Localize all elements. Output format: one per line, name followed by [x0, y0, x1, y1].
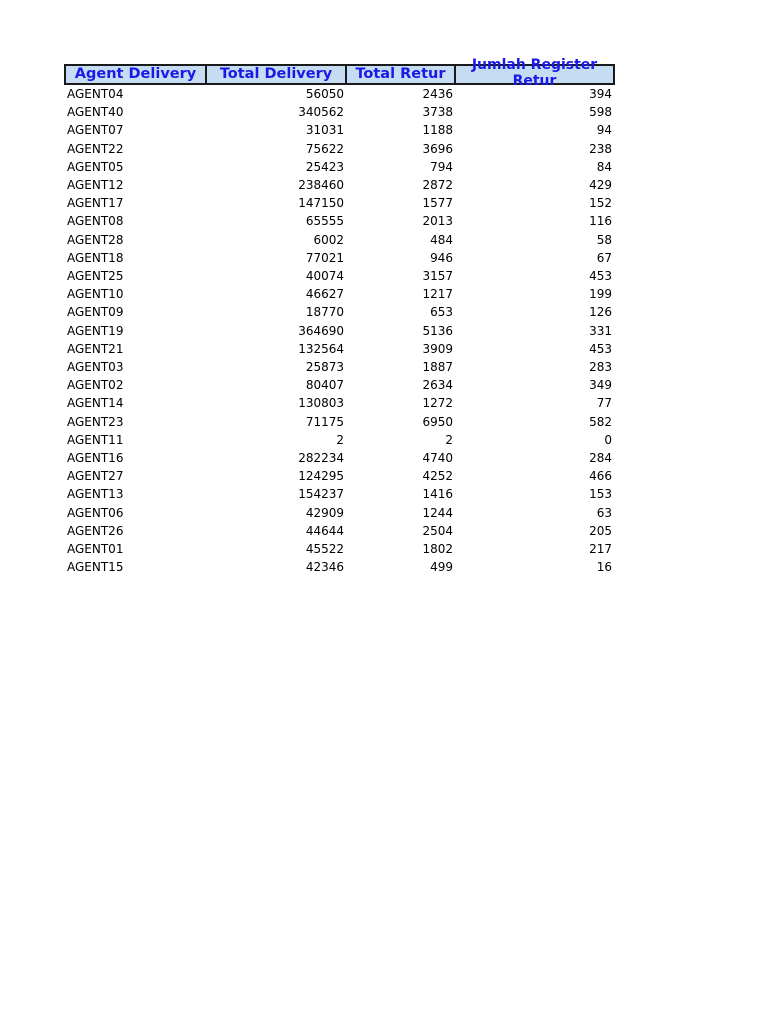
- jumlah-register-retur-cell: 598: [589, 105, 612, 120]
- total-delivery-cell: 56050: [305, 87, 344, 101]
- agent-name-cell: AGENT27: [67, 469, 124, 484]
- total-retur-cell: 3909: [422, 341, 453, 356]
- total-delivery-cell: 124295: [298, 469, 344, 484]
- agent-name-cell: AGENT01: [67, 542, 124, 557]
- table-row: [65, 376, 614, 394]
- jumlah-register-retur-cell: 116: [589, 214, 612, 229]
- jumlah-register-retur-cell: 0: [604, 432, 612, 447]
- jumlah-register-retur-cell: 453: [589, 341, 612, 356]
- agent-name-cell: AGENT22: [67, 141, 124, 156]
- jumlah-register-retur-cell: 77: [596, 396, 612, 411]
- table-body: [65, 84, 614, 576]
- agent-name-cell: AGENT18: [67, 250, 124, 265]
- header-jumlah-register-retur: Jumlah Register Retur: [455, 65, 614, 84]
- agent-name-cell: AGENT06: [67, 505, 124, 520]
- agent-name-cell: AGENT19: [67, 323, 124, 338]
- table-row: [65, 431, 614, 449]
- agent-name-cell: AGENT26: [67, 523, 124, 538]
- total-retur-cell: 1577: [422, 196, 453, 211]
- agent-name-cell: AGENT28: [67, 232, 124, 247]
- total-retur-cell: 2013: [422, 214, 453, 229]
- agent-name-cell: AGENT16: [67, 451, 124, 466]
- table-row: [65, 467, 614, 485]
- total-retur-cell: 484: [430, 232, 453, 247]
- header-agent-delivery: Agent Delivery: [65, 65, 206, 84]
- jumlah-register-retur-cell: 58: [596, 232, 612, 247]
- agent-name-cell: AGENT07: [67, 123, 124, 138]
- total-delivery-cell: 44644: [305, 523, 344, 538]
- total-delivery-cell: 42346: [305, 560, 344, 575]
- total-delivery-cell: 132564: [298, 341, 344, 356]
- total-delivery-cell: 25873: [305, 360, 344, 375]
- jumlah-register-retur-cell: 466: [589, 469, 612, 484]
- jumlah-register-retur-cell: 331: [589, 323, 612, 338]
- total-retur-cell: 2504: [422, 523, 453, 538]
- agent-name-cell: AGENT13: [67, 487, 124, 502]
- total-delivery-cell: 71175: [305, 414, 344, 429]
- agent-name-cell: AGENT12: [67, 178, 124, 193]
- total-delivery-cell: 46627: [305, 287, 344, 302]
- total-retur-cell: 5136: [422, 323, 453, 338]
- total-retur-cell: 4740: [422, 451, 453, 466]
- table-row: [65, 558, 614, 576]
- total-delivery-cell: 364690: [298, 323, 344, 338]
- total-retur-cell: 2634: [422, 378, 453, 393]
- jumlah-register-retur-cell: 238: [589, 141, 612, 156]
- total-delivery-cell: 45522: [305, 542, 344, 557]
- total-retur-cell: 3696: [422, 141, 453, 156]
- agent-name-cell: AGENT02: [67, 378, 124, 393]
- total-delivery-cell: 42909: [305, 505, 344, 520]
- header-total-delivery: Total Delivery: [206, 65, 346, 84]
- total-delivery-cell: 154237: [298, 487, 344, 502]
- total-delivery-cell: 77021: [305, 250, 344, 265]
- total-retur-cell: 1217: [422, 287, 453, 302]
- jumlah-register-retur-cell: 429: [589, 178, 612, 193]
- agent-name-cell: AGENT11: [67, 432, 124, 447]
- agent-name-cell: AGENT21: [67, 341, 124, 356]
- total-delivery-cell: 31031: [305, 123, 344, 138]
- jumlah-register-retur-cell: 94: [596, 123, 612, 138]
- total-delivery-cell: 130803: [298, 396, 344, 411]
- total-delivery-cell: 282234: [298, 451, 344, 466]
- total-delivery-cell: 18770: [305, 305, 344, 320]
- total-delivery-cell: 6002: [313, 232, 344, 247]
- total-delivery-cell: 80407: [305, 378, 344, 393]
- table-row: [65, 358, 614, 376]
- agent-table: [64, 57, 615, 576]
- table-row: [65, 267, 614, 285]
- jumlah-register-retur-cell: 199: [589, 287, 612, 302]
- total-delivery-cell: 2: [336, 432, 344, 447]
- jumlah-register-retur-cell: 16: [596, 560, 612, 575]
- total-retur-cell: 4252: [422, 469, 453, 484]
- table-row: [65, 485, 614, 503]
- table-row: [65, 322, 614, 340]
- table-row: [65, 158, 614, 176]
- jumlah-register-retur-cell: 205: [589, 523, 612, 538]
- jumlah-register-retur-cell: 283: [589, 360, 612, 375]
- agent-name-cell: AGENT10: [67, 287, 124, 302]
- total-retur-cell: 1244: [422, 505, 453, 520]
- total-retur-cell: 794: [430, 159, 453, 174]
- table-row: [65, 249, 614, 267]
- agent-name-cell: AGENT40: [67, 105, 124, 120]
- table-row: [65, 449, 614, 467]
- agent-name-cell: AGENT04: [67, 87, 124, 101]
- table-row: [65, 522, 614, 540]
- total-delivery-cell: 65555: [305, 214, 344, 229]
- table-row: [65, 231, 614, 249]
- jumlah-register-retur-cell: 582: [589, 414, 612, 429]
- table-row: [65, 340, 614, 358]
- total-delivery-cell: 25423: [305, 159, 344, 174]
- agent-name-cell: AGENT03: [67, 360, 124, 375]
- agent-name-cell: AGENT25: [67, 269, 124, 284]
- table-row: [65, 140, 614, 158]
- total-retur-cell: 653: [430, 305, 453, 320]
- total-delivery-cell: 147150: [298, 196, 344, 211]
- total-delivery-cell: 75622: [305, 141, 344, 156]
- total-retur-cell: 2: [445, 432, 453, 447]
- table-row: [65, 394, 614, 412]
- total-retur-cell: 1272: [422, 396, 453, 411]
- table-row: [65, 212, 614, 230]
- jumlah-register-retur-cell: 217: [589, 542, 612, 557]
- table-row: [65, 303, 614, 321]
- table-row: [65, 413, 614, 431]
- agent-name-cell: AGENT17: [67, 196, 124, 211]
- agent-name-cell: AGENT15: [67, 560, 124, 575]
- jumlah-register-retur-cell: 67: [596, 250, 612, 265]
- total-retur-cell: 3738: [422, 105, 453, 120]
- total-retur-cell: 946: [430, 250, 453, 265]
- jumlah-register-retur-cell: 453: [589, 269, 612, 284]
- header-total-retur: Total Retur: [346, 65, 455, 84]
- jumlah-register-retur-cell: 284: [589, 451, 612, 466]
- agent-name-cell: AGENT09: [67, 305, 124, 320]
- header-row: [65, 65, 614, 84]
- jumlah-register-retur-cell: 152: [589, 196, 612, 211]
- total-retur-cell: 6950: [422, 414, 453, 429]
- table-row: [65, 194, 614, 212]
- spreadsheet-page: [64, 57, 613, 576]
- agent-name-cell: AGENT14: [67, 396, 124, 411]
- agent-name-cell: AGENT05: [67, 159, 124, 174]
- agent-name-cell: AGENT23: [67, 414, 124, 429]
- agent-name-cell: AGENT08: [67, 214, 124, 229]
- jumlah-register-retur-cell: 84: [596, 159, 612, 174]
- jumlah-register-retur-cell: 394: [589, 87, 612, 101]
- total-retur-cell: 499: [430, 560, 453, 575]
- total-retur-cell: 1416: [422, 487, 453, 502]
- table-row: [65, 540, 614, 558]
- total-retur-cell: 1188: [422, 123, 453, 138]
- total-delivery-cell: 340562: [298, 105, 344, 120]
- table-row: [65, 504, 614, 522]
- table-row: [65, 103, 614, 121]
- total-retur-cell: 2436: [422, 87, 453, 101]
- jumlah-register-retur-cell: 126: [589, 305, 612, 320]
- total-retur-cell: 1802: [422, 542, 453, 557]
- jumlah-register-retur-cell: 153: [589, 487, 612, 502]
- table-row: [65, 121, 614, 139]
- table-row: [65, 176, 614, 194]
- table-row: [65, 285, 614, 303]
- jumlah-register-retur-cell: 349: [589, 378, 612, 393]
- total-delivery-cell: 40074: [305, 269, 344, 284]
- total-retur-cell: 3157: [422, 269, 453, 284]
- total-delivery-cell: 238460: [298, 178, 344, 193]
- total-retur-cell: 1887: [422, 360, 453, 375]
- total-retur-cell: 2872: [422, 178, 453, 193]
- jumlah-register-retur-cell: 63: [596, 505, 612, 520]
